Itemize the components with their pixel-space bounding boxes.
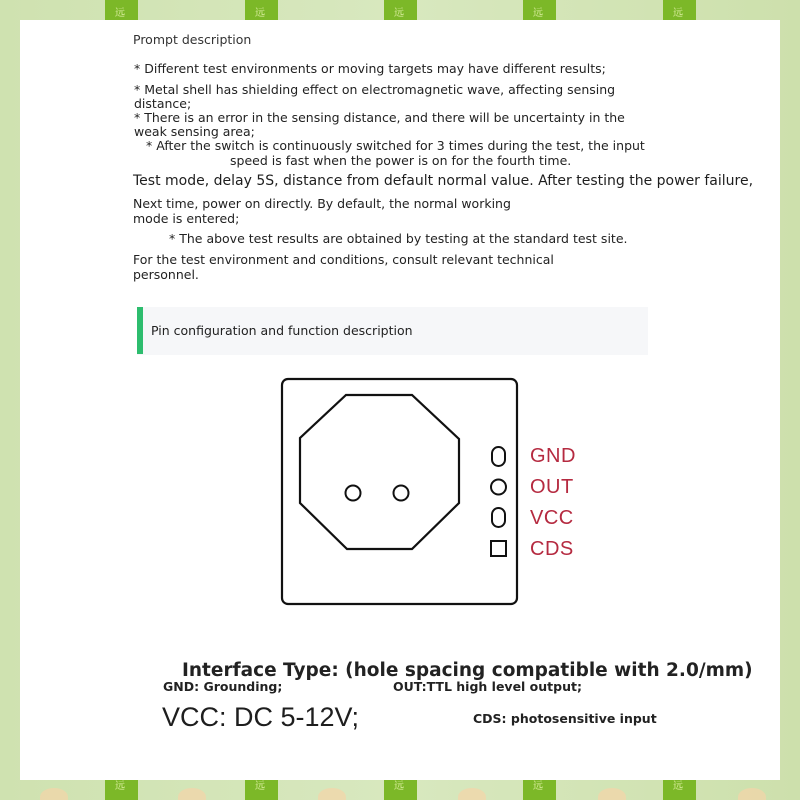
frame-stripe: [384, 780, 417, 800]
prompt-line: Test mode, delay 5S, distance from default normal value. After testing the power failure,: [133, 173, 754, 189]
prompt-line: * The above test results are obtained by testing at the standard test site.: [169, 231, 628, 246]
prompt-line: * Metal shell has shielding effect on electromagnetic wave, affecting sensing: [134, 82, 616, 97]
decorative-blob: [178, 788, 206, 800]
decorative-blob: [458, 788, 486, 800]
prompt-line: speed is fast when the power is on for the fourth time.: [230, 153, 572, 168]
frame-stripe: [384, 0, 417, 20]
frame-stripe: [523, 0, 556, 20]
pin-label-gnd: GND: [530, 445, 576, 467]
frame-stripe: [245, 0, 278, 20]
stripe-glyph: 远: [115, 781, 125, 792]
prompt-line: weak sensing area;: [134, 124, 255, 139]
stripe-glyph: 远: [115, 8, 125, 19]
interface-gnd: GND: Grounding;: [163, 679, 283, 694]
content-panel: [20, 20, 780, 780]
frame-stripe: [523, 780, 556, 800]
stripe-glyph: 远: [533, 8, 543, 19]
prompt-line: * After the switch is continuously switched for 3 times during the test, the input: [146, 138, 645, 153]
interface-out: OUT:TTL high level output;: [393, 679, 582, 694]
decorative-blob: [738, 788, 766, 800]
stripe-glyph: 远: [394, 781, 404, 792]
interface-vcc: VCC: DC 5-12V;: [162, 702, 360, 732]
frame-stripe: [245, 780, 278, 800]
frame-stripe: [663, 780, 696, 800]
decorative-blob: [318, 788, 346, 800]
frame-stripe: [105, 0, 138, 20]
prompt-line: * Different test environments or moving targets may have different results;: [134, 61, 606, 76]
prompt-title: Prompt description: [133, 32, 252, 47]
pin-label-vcc: VCC: [530, 507, 574, 529]
stripe-glyph: 远: [394, 8, 404, 19]
prompt-line: personnel.: [133, 267, 199, 282]
interface-title: Interface Type: (hole spacing compatible with 2.0/mm): [182, 660, 753, 681]
section-title: Pin configuration and function description: [151, 323, 413, 338]
prompt-line: * There is an error in the sensing distance, and there will be uncertainty in the: [134, 110, 625, 125]
stripe-glyph: 远: [255, 781, 265, 792]
section-accent-bar: [137, 307, 143, 354]
prompt-line: distance;: [134, 96, 192, 111]
decorative-blob: [598, 788, 626, 800]
stripe-glyph: 远: [255, 8, 265, 19]
stripe-glyph: 远: [673, 781, 683, 792]
stripe-glyph: 远: [673, 8, 683, 19]
decorative-blob: [40, 788, 68, 800]
frame-stripe: [663, 0, 696, 20]
stripe-glyph: 远: [533, 781, 543, 792]
prompt-line: Next time, power on directly. By default, the normal working: [133, 196, 511, 211]
frame-stripe: [105, 780, 138, 800]
prompt-line: For the test environment and conditions, consult relevant technical: [133, 252, 554, 267]
pin-label-cds: CDS: [530, 538, 574, 560]
section-header: [137, 307, 648, 355]
interface-cds: CDS: photosensitive input: [473, 711, 657, 726]
prompt-line: mode is entered;: [133, 211, 240, 226]
pin-label-out: OUT: [530, 476, 574, 498]
